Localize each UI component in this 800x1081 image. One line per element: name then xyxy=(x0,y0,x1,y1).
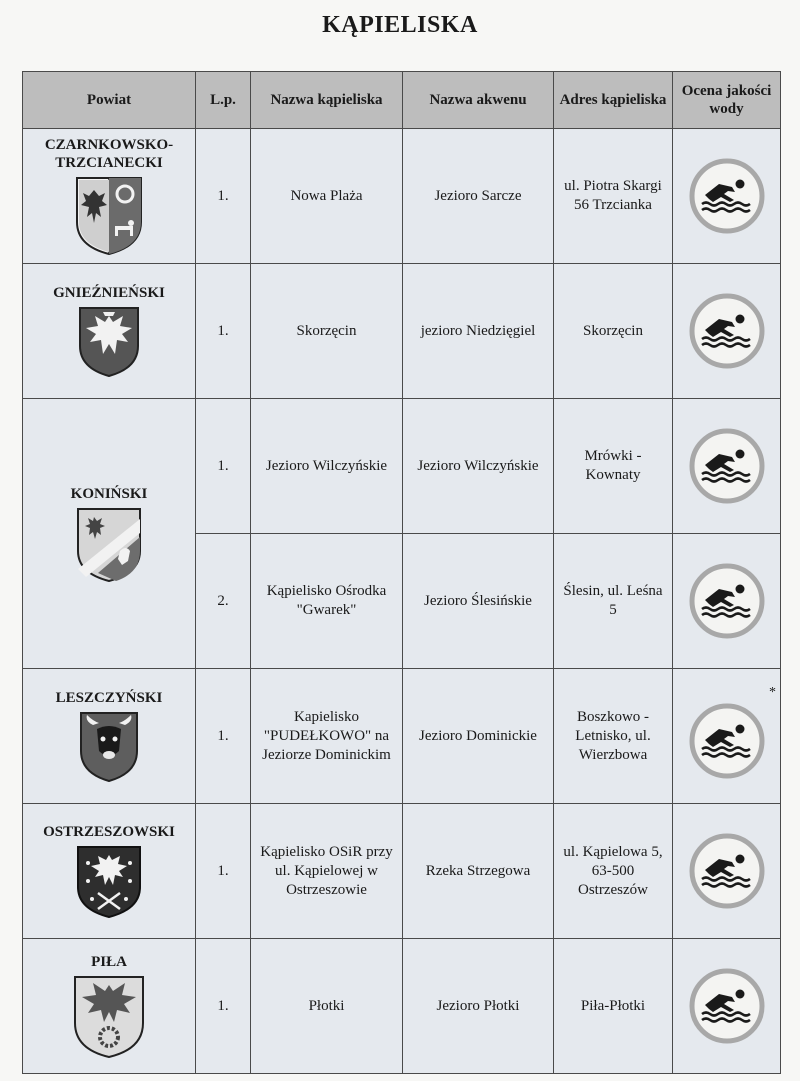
swimming-icon xyxy=(688,967,766,1045)
czarnkowsko-trzcianecki-coat-of-arms-icon xyxy=(75,176,143,256)
table-row xyxy=(23,129,781,264)
akwen-cell: Jezioro Płotki xyxy=(403,939,554,1074)
akwen-cell: Jezioro Ślesińskie xyxy=(403,534,554,669)
lp-cell: 1. xyxy=(196,669,251,804)
swimming-icon xyxy=(688,157,766,235)
powiat-cell xyxy=(23,399,196,669)
ocena-cell xyxy=(673,939,781,1074)
powiat-cell xyxy=(23,804,196,939)
table-row xyxy=(23,264,781,399)
pila-coat-of-arms-icon xyxy=(73,975,145,1059)
ocena-cell xyxy=(673,534,781,669)
header-nazwa-akwenu: Nazwa akwenu xyxy=(403,72,554,129)
adres-cell: Skorzęcin xyxy=(554,264,673,399)
ocena-cell xyxy=(673,264,781,399)
powiat-cell xyxy=(23,939,196,1074)
header-nazwa-kapieliska: Nazwa kąpieliska xyxy=(251,72,403,129)
nazwa-cell: Nowa Plaża xyxy=(251,129,403,264)
ocena-cell xyxy=(673,804,781,939)
page-title: KĄPIELISKA xyxy=(322,12,478,38)
adres-cell: Mrówki - Kownaty xyxy=(554,399,673,534)
adres-cell: Piła-Płotki xyxy=(554,939,673,1074)
nazwa-cell: Płotki xyxy=(251,939,403,1074)
swimming-icon xyxy=(688,292,766,370)
swimming-icon xyxy=(688,427,766,505)
powiat-name: KONIŃSKI xyxy=(70,485,148,502)
nazwa-cell: Kapielisko "PUDEŁKOWO" na Jeziorze Dominickim xyxy=(251,669,403,804)
ocena-cell xyxy=(673,129,781,264)
adres-cell: Ślesin, ul. Leśna 5 xyxy=(554,534,673,669)
gnieznienski-coat-of-arms-icon xyxy=(78,306,140,378)
adres-cell: ul. Kąpielowa 5, 63-500 Ostrzeszów xyxy=(554,804,673,939)
bathing-sites-table xyxy=(22,71,781,1074)
footnote-asterisk: * xyxy=(769,685,776,700)
powiat-cell xyxy=(23,669,196,804)
akwen-cell: Jezioro Sarcze xyxy=(403,129,554,264)
powiat-name: LESZCZYŃSKI xyxy=(55,690,163,706)
swimming-icon xyxy=(688,702,766,780)
table-row xyxy=(23,669,781,804)
table-header-row xyxy=(23,72,781,129)
akwen-cell: jezioro Niedzięgiel xyxy=(403,264,554,399)
adres-cell: Boszkowo - Letnisko, ul. Wierzbowa xyxy=(554,669,673,804)
header-lp: L.p. xyxy=(196,72,251,129)
akwen-cell: Rzeka Strzegowa xyxy=(403,804,554,939)
powiat-cell xyxy=(23,129,196,264)
adres-cell: ul. Piotra Skargi 56 Trzcianka xyxy=(554,129,673,264)
leszczynski-coat-of-arms-icon xyxy=(79,711,139,783)
lp-cell: 1. xyxy=(196,129,251,264)
lp-cell: 1. xyxy=(196,264,251,399)
header-powiat: Powiat xyxy=(23,72,196,129)
nazwa-cell: Jezioro Wilczyńskie xyxy=(251,399,403,534)
table-row xyxy=(23,399,781,534)
nazwa-cell: Kąpielisko OSiR przy ul. Kąpielowej w Ostrzeszowie xyxy=(251,804,403,939)
table-row xyxy=(23,939,781,1074)
powiat-name: GNIEŹNIEŃSKI xyxy=(53,285,165,301)
powiat-name: PIŁA xyxy=(91,954,127,970)
akwen-cell: Jezioro Dominickie xyxy=(403,669,554,804)
lp-cell: 1. xyxy=(196,804,251,939)
header-ocena: Ocena jakości wody xyxy=(673,72,781,129)
swimming-icon xyxy=(688,832,766,910)
akwen-cell: Jezioro Wilczyńskie xyxy=(403,399,554,534)
nazwa-cell: Skorzęcin xyxy=(251,264,403,399)
header-adres: Adres kąpieliska xyxy=(554,72,673,129)
nazwa-cell: Kąpielisko Ośrodka "Gwarek" xyxy=(251,534,403,669)
table-row xyxy=(23,804,781,939)
powiat-name: CZARNKOWSKO-TRZCIANECKI xyxy=(44,137,174,171)
koninski-coat-of-arms-icon xyxy=(76,507,142,583)
swimming-icon xyxy=(688,562,766,640)
lp-cell: 2. xyxy=(196,534,251,669)
ocena-cell xyxy=(673,399,781,534)
powiat-name: OSTRZESZOWSKI xyxy=(43,824,175,840)
ocena-cell xyxy=(673,669,781,804)
lp-cell: 1. xyxy=(196,399,251,534)
powiat-cell xyxy=(23,264,196,399)
ostrzeszowski-coat-of-arms-icon xyxy=(76,845,142,919)
lp-cell: 1. xyxy=(196,939,251,1074)
